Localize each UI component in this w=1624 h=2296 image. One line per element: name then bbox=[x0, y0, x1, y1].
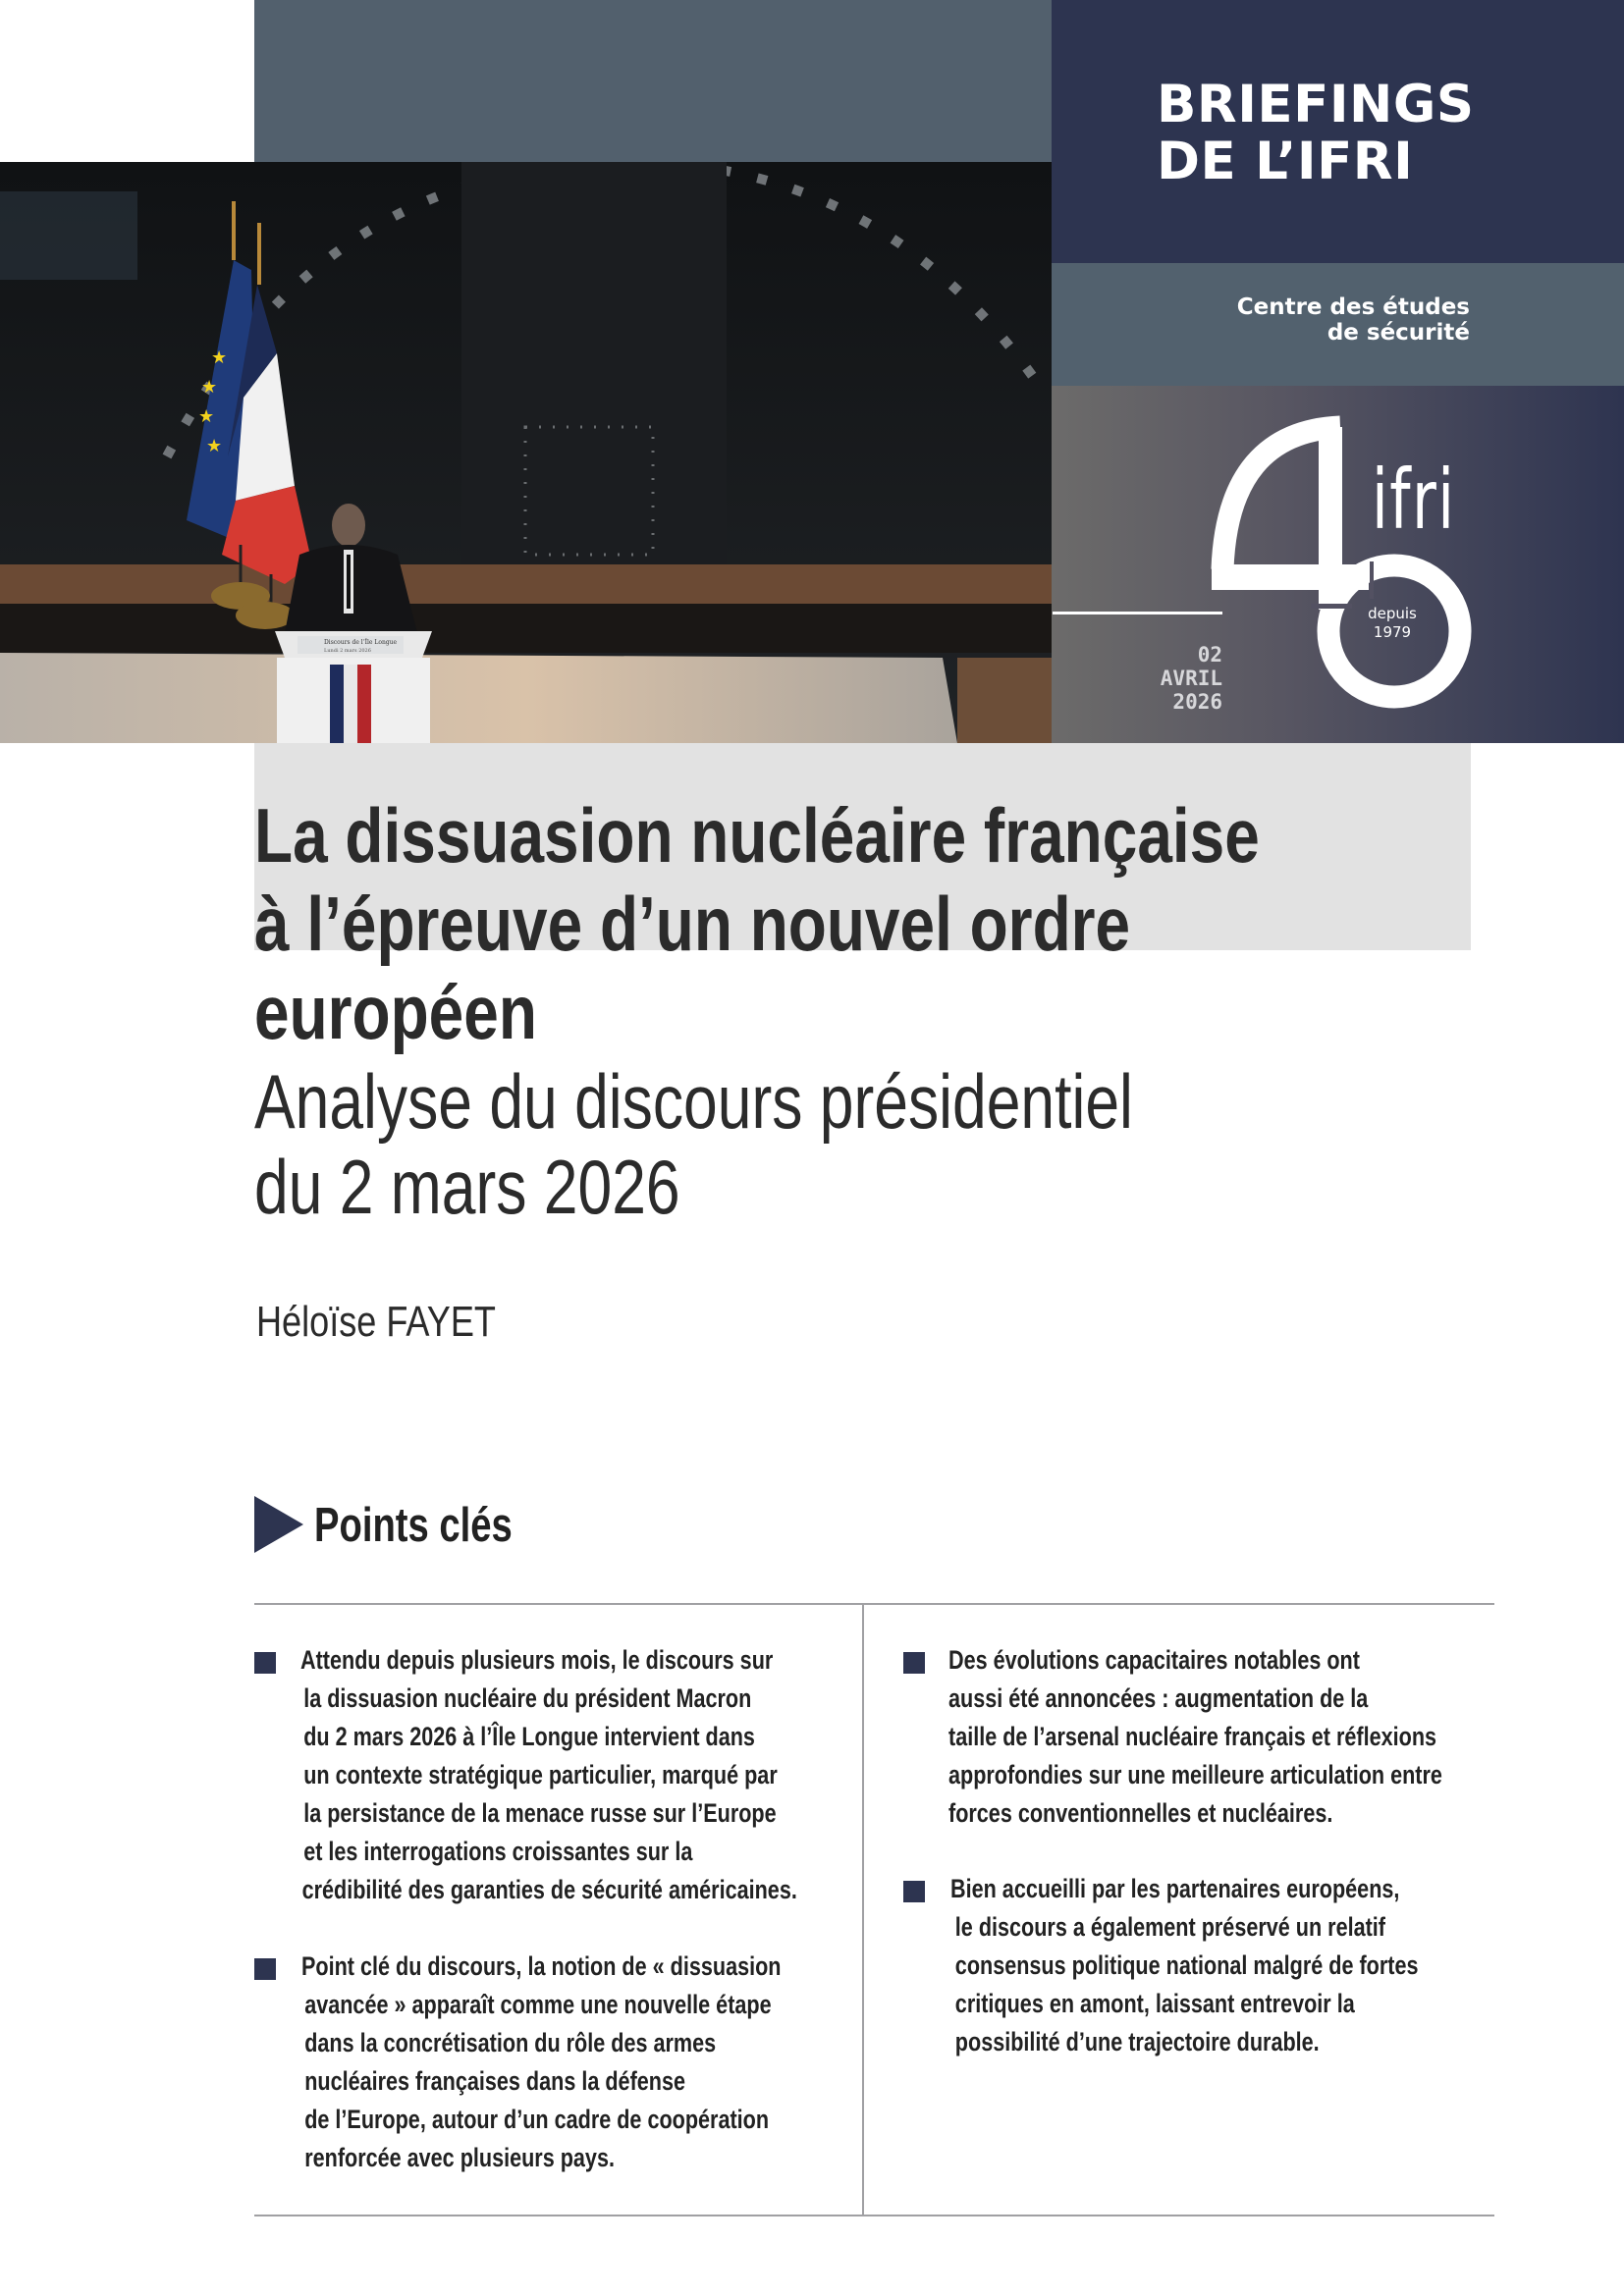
column-divider bbox=[862, 1604, 864, 2215]
author-name: Héloïse FAYET bbox=[256, 1298, 496, 1346]
document-subtitle bbox=[254, 1059, 1133, 1230]
series-title-line2: DE L’IFRI bbox=[1157, 132, 1414, 191]
svg-text:depuis: depuis bbox=[1368, 605, 1417, 622]
date-month: AVRIL bbox=[1160, 667, 1222, 690]
square-bullet-icon bbox=[254, 1652, 276, 1674]
svg-text:Lundi 2 mars 2026: Lundi 2 mars 2026 bbox=[324, 648, 371, 654]
date-divider bbox=[1053, 612, 1222, 614]
key-point-text: Bien accueilli par les partenaires européens, le discours a également préservé un relatif consensus politique national malgré de fortes critiques en amont, laissant entrevoir la possibilité d’une trajectoire durable. bbox=[950, 1874, 1419, 2056]
date-day: 02 bbox=[1197, 643, 1222, 667]
svg-text:★: ★ bbox=[198, 406, 215, 427]
date-year: 2026 bbox=[1172, 690, 1222, 714]
key-point-text: Point clé du discours, la notion de « dissuasion avancée » apparaît comme une nouvelle étape dans la concrétisation du rôle des armes nucléaires françaises dans la défense de l’Europe, autour d’un cadre de coopération renforcée avec plusieurs pays. bbox=[301, 1951, 782, 2172]
title-line: La dissuasion nucléaire française bbox=[254, 792, 1260, 879]
series-title-line1: BRIEFINGS bbox=[1157, 75, 1475, 134]
square-bullet-icon bbox=[903, 1881, 925, 1902]
header-slate-band bbox=[254, 0, 1052, 162]
square-bullet-icon bbox=[254, 1958, 276, 1980]
title-line: à l’épreuve d’un nouvel ordre bbox=[254, 881, 1131, 967]
key-point-text: Des évolutions capacitaires notables ont aussi été annoncées : augmentation de la taille de l’arsenal nucléaire français et réflexions approfondies sur une meilleure articulation entre forces conventionnelles et nucléaires. bbox=[948, 1645, 1442, 1828]
svg-text:★: ★ bbox=[201, 377, 218, 398]
photo-illustration bbox=[0, 162, 1052, 743]
square-bullet-icon bbox=[903, 1652, 925, 1674]
subtitle-line: Analyse du discours présidentiel bbox=[254, 1058, 1133, 1145]
triangle-play-icon bbox=[254, 1496, 303, 1553]
centre-line1: Centre des études bbox=[1236, 294, 1470, 320]
subtitle-line: du 2 mars 2026 bbox=[254, 1144, 680, 1230]
series-title bbox=[1157, 77, 1475, 190]
svg-text:ifri: ifri bbox=[1372, 453, 1456, 549]
svg-text:★: ★ bbox=[206, 436, 223, 456]
title-line: européen bbox=[254, 969, 537, 1055]
key-points-top-rule bbox=[254, 1603, 1494, 1605]
key-points-bottom-rule bbox=[254, 2215, 1494, 2216]
svg-text:Discours de l’Île Longue: Discours de l’Île Longue bbox=[324, 639, 398, 646]
svg-text:★: ★ bbox=[211, 347, 228, 368]
centre-line2: de sécurité bbox=[1326, 320, 1470, 346]
research-centre-label bbox=[1237, 294, 1470, 346]
key-points-heading: Points clés bbox=[314, 1499, 513, 1552]
svg-text:1979: 1979 bbox=[1373, 623, 1412, 641]
document-title bbox=[254, 791, 1301, 1056]
ifri-45-logo bbox=[1208, 412, 1483, 726]
key-point-text: Attendu depuis plusieurs mois, le discours sur la dissuasion nucléaire du président Macron du 2 mars 2026 à l’Île Longue intervient dans un contexte stratégique particulier, marqué par la persistance de la menace russe sur l’Europe et les interrogations croissantes sur la crédibilité des garanties de sécurité américaines. bbox=[300, 1645, 797, 1904]
ifri-anniversary-logo-icon bbox=[1208, 412, 1483, 726]
cover-photo bbox=[0, 162, 1052, 743]
